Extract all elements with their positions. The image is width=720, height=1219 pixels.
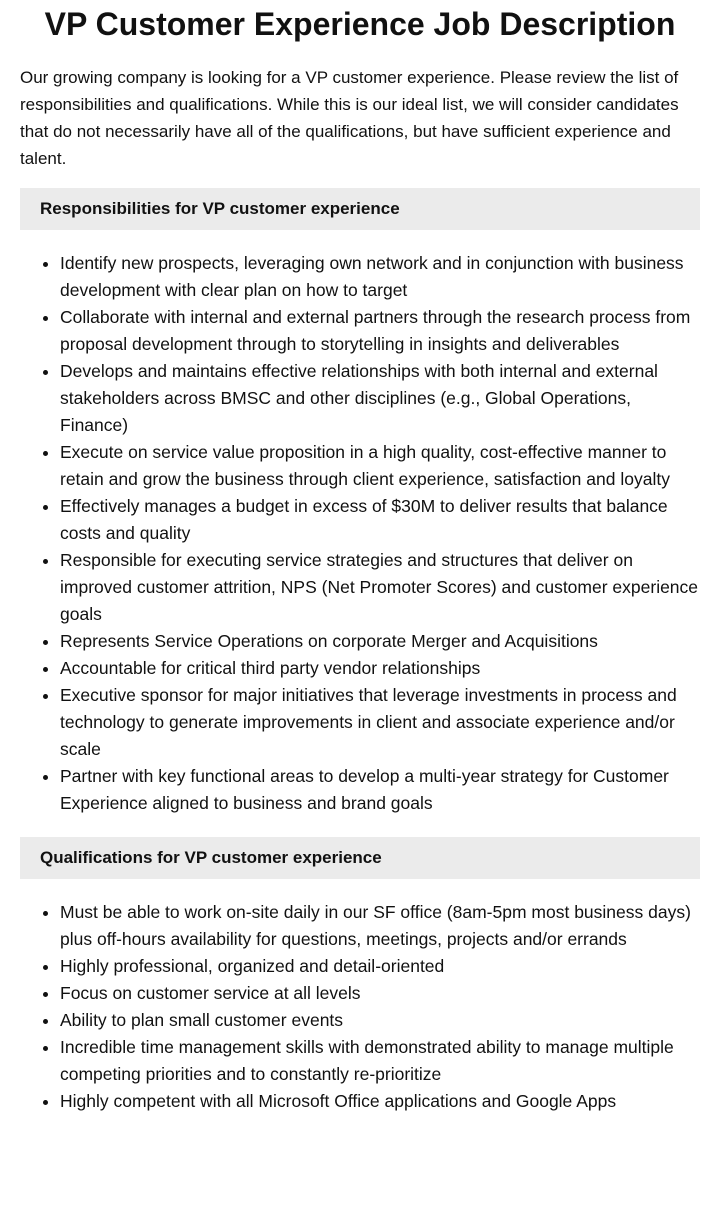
list-item: • Identify new prospects, leveraging own network and in conjunction with business development with clear plan on how to target bbox=[60, 250, 700, 304]
list-item: • Collaborate with internal and external partners through the research process from proposal development through to storytelling in insights and deliverables bbox=[60, 304, 700, 358]
list-item: • Highly competent with all Microsoft Office applications and Google Apps bbox=[60, 1088, 700, 1115]
list-item: • Responsible for executing service strategies and structures that deliver on improved customer attrition, NPS (Net Promoter Scores) and customer experience goals bbox=[60, 547, 700, 628]
intro-paragraph: Our growing company is looking for a VP customer experience. Please review the list of responsibilities and qualifications. While this is our ideal list, we will consider candidates that do not necessarily have all of the qualifications, but have sufficient experience and talent. bbox=[20, 68, 679, 168]
qualifications-heading: Qualifications for VP customer experience bbox=[20, 837, 700, 879]
responsibilities-list bbox=[20, 250, 700, 817]
qualifications-list bbox=[20, 899, 700, 1115]
list-item: • Ability to plan small customer events bbox=[60, 1007, 700, 1034]
list-item: • Develops and maintains effective relationships with both internal and external stakeholders across BMSC and other disciplines (e.g., Global Operations, Finance) bbox=[60, 358, 700, 439]
page-title: VP Customer Experience Job Description bbox=[44, 6, 676, 42]
list-item: • Focus on customer service at all levels bbox=[60, 980, 700, 1007]
list-item: • Partner with key functional areas to develop a multi-year strategy for Customer Experience aligned to business and brand goals bbox=[60, 763, 700, 817]
responsibilities-heading: Responsibilities for VP customer experience bbox=[20, 188, 700, 230]
list-item: • Highly professional, organized and detail-oriented bbox=[60, 953, 700, 980]
list-item: • Incredible time management skills with demonstrated ability to manage multiple competing priorities and to constantly re-prioritize bbox=[60, 1034, 700, 1088]
list-item: • Must be able to work on-site daily in our SF office (8am-5pm most business days) plus off-hours availability for questions, meetings, projects and/or errands bbox=[60, 899, 700, 953]
list-item: • Accountable for critical third party vendor relationships bbox=[60, 655, 700, 682]
list-item: • Executive sponsor for major initiatives that leverage investments in process and technology to generate improvements in client and associate experience and/or scale bbox=[60, 682, 700, 763]
list-item: • Represents Service Operations on corporate Merger and Acquisitions bbox=[60, 628, 700, 655]
list-item: • Effectively manages a budget in excess of $30M to deliver results that balance costs and quality bbox=[60, 493, 700, 547]
list-item: • Execute on service value proposition in a high quality, cost-effective manner to retain and grow the business through client experience, satisfaction and loyalty bbox=[60, 439, 700, 493]
